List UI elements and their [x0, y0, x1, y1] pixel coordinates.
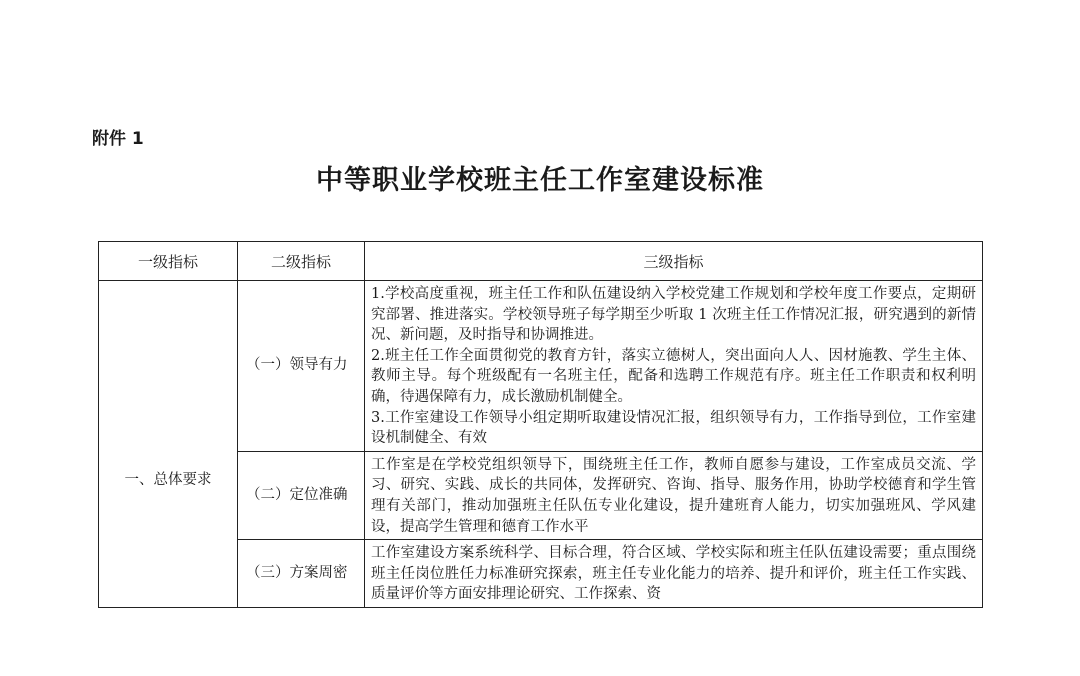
level2-cell-leadership: （一）领导有力: [238, 281, 365, 452]
standards-table: [98, 241, 983, 608]
criterion-paragraph: 3.工作室建设工作领导小组定期听取建设情况汇报，组织领导有力，工作指导到位，工作室建设机制健全、有效: [371, 409, 976, 447]
criterion-paragraph: 1.学校高度重视，班主任工作和队伍建设纳入学校党建工作规划和学校年度工作要点，定期研究部署、推进落实。学校领导班子每学期至少听取 1 次班主任工作情况汇报，研究遇到的新情况、新问题，及时指导和协调推进。: [371, 286, 976, 344]
table-row: [99, 281, 983, 452]
criterion-paragraph: 工作室是在学校党组织领导下，围绕班主任工作，教师自愿参与建设，工作室成员交流、学习、研究、实践、成长的共同体，发挥研究、咨询、指导、服务作用，协助学校德育和学生管理有关部门，推动加强班主任队伍专业化建设，提升建班育人能力，切实加强班风、学风建设，提高学生管理和德育工作水平: [371, 456, 976, 535]
criterion-paragraph: 工作室建设方案系统科学、目标合理，符合区域、学校实际和班主任队伍建设需要；重点围绕班主任岗位胜任力标准研究探索，班主任专业化能力的培养、提升和评价，班主任工作实践、质量评价等方面安排理论研究、工作探索、资: [371, 545, 976, 603]
document-title: 中等职业学校班主任工作室建设标准: [316, 165, 764, 196]
table-header-row: [99, 242, 983, 281]
column-header-level1: 一级指标: [99, 242, 238, 281]
column-header-level3: 三级指标: [365, 242, 983, 281]
criterion-paragraph: 2.班主任工作全面贯彻党的教育方针，落实立德树人，突出面向人人、因材施教、学生主体、教师主导。每个班级配有一名班主任，配备和选聘工作规范有序。班主任工作职责和权利明确，待遇保障有力，成长激励机制健全。: [371, 347, 976, 405]
column-header-level2: 二级指标: [238, 242, 365, 281]
level3-cell-plan: [365, 540, 983, 608]
level2-cell-positioning: （二）定位准确: [238, 451, 365, 539]
level1-label: 一、总体要求: [124, 472, 212, 489]
level3-cell-positioning: [365, 451, 983, 539]
level2-cell-plan: （三）方案周密: [238, 540, 365, 608]
attachment-label: 附件 1: [92, 129, 144, 149]
level1-cell: [99, 281, 238, 608]
level3-cell-leadership: [365, 281, 983, 452]
